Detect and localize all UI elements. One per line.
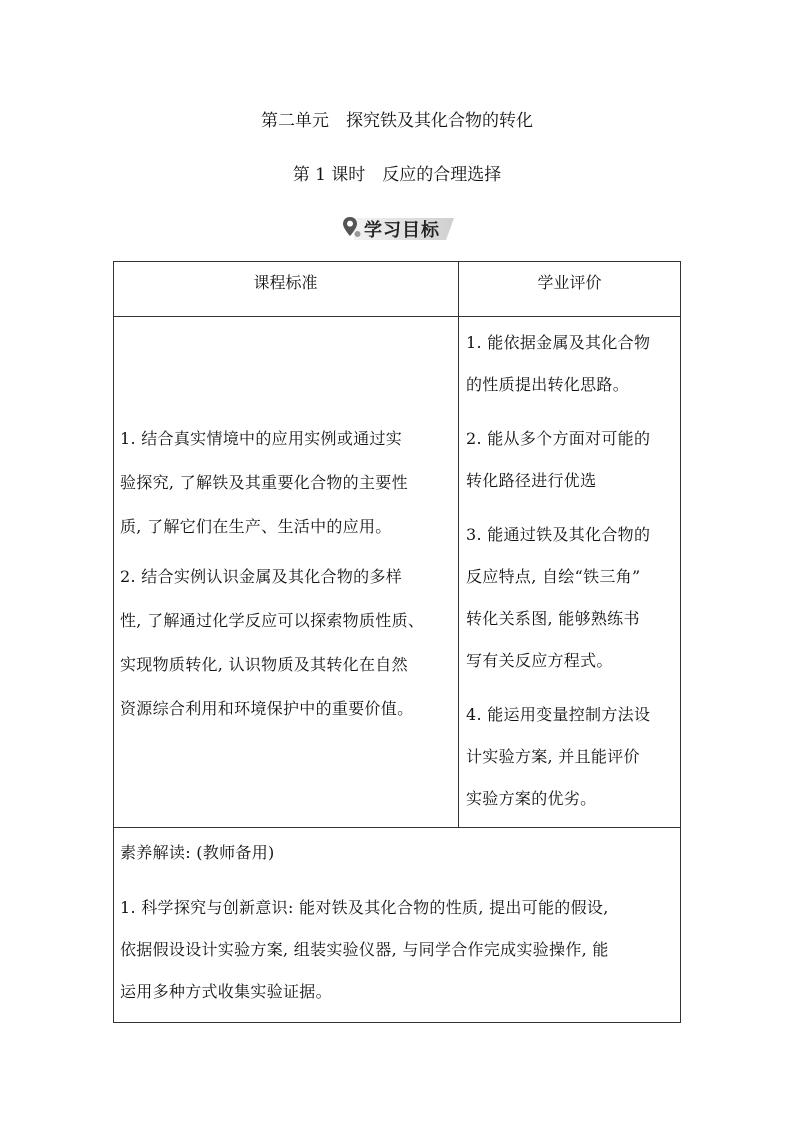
evaluation-3-line-2: 反应特点, 自绘“铁三角” xyxy=(466,567,641,586)
standard-2-line-3: 实现物质转化, 认识物质及其转化在自然 xyxy=(120,655,408,674)
table-border-left xyxy=(113,261,114,1023)
evaluation-4-line-3: 实验方案的优劣。 xyxy=(466,789,597,808)
table-border-bottom xyxy=(113,1022,681,1023)
evaluation-1-line-1: 1. 能依据金属及其化合物 xyxy=(466,333,651,352)
location-pin-icon xyxy=(340,215,364,239)
evaluation-1-line-2: 的性质提出转化思路。 xyxy=(466,375,630,394)
header-academic-evaluation: 学业评价 xyxy=(537,273,602,292)
evaluation-4-line-2: 计实验方案, 并且能评价 xyxy=(466,747,640,766)
section-label: 学习目标 xyxy=(364,220,440,241)
evaluation-2-line-1: 2. 能从多个方面对可能的 xyxy=(466,429,651,448)
standard-2-line-4: 资源综合利用和环境保护中的重要价值。 xyxy=(120,699,414,718)
objectives-table xyxy=(113,261,681,1023)
literacy-line-2: 依据假设设计实验方案, 组装实验仪器, 与同学合作完成实验操作, 能 xyxy=(120,940,609,959)
literacy-title: 素养解读: (教师备用) xyxy=(120,843,275,862)
evaluation-3-line-3: 转化关系图, 能够熟练书 xyxy=(466,609,640,628)
standard-2-line-2: 性, 了解通过化学反应可以探索物质性质、 xyxy=(120,611,425,630)
literacy-line-3: 运用多种方式收集实验证据。 xyxy=(120,982,332,1001)
table-row-divider xyxy=(113,827,681,828)
standard-1-line-1: 1. 结合真实情境中的应用实例或通过实 xyxy=(120,429,403,448)
table-border-top xyxy=(113,261,681,262)
table-column-divider xyxy=(458,261,459,828)
standard-1-line-3: 质, 了解它们在生产、生活中的应用。 xyxy=(120,517,392,536)
evaluation-2-line-2: 转化路径进行优选 xyxy=(466,471,597,490)
literacy-line-1: 1. 科学探究与创新意识: 能对铁及其化合物的性质, 提出可能的假设, xyxy=(120,898,609,917)
standard-1-line-2: 验探究, 了解铁及其重要化合物的主要性 xyxy=(120,473,408,492)
table-header-divider xyxy=(113,316,681,317)
standard-2-line-1: 2. 结合实例认识金属及其化合物的多样 xyxy=(120,567,403,586)
evaluation-3-line-4: 写有关反应方程式。 xyxy=(466,651,613,670)
evaluation-3-line-1: 3. 能通过铁及其化合物的 xyxy=(466,525,651,544)
evaluation-4-line-1: 4. 能运用变量控制方法设 xyxy=(466,705,651,724)
table-border-right xyxy=(680,261,681,1023)
lesson-title: 第 1 课时 反应的合理选择 xyxy=(292,165,502,185)
section-badge xyxy=(340,214,454,240)
unit-title: 第二单元 探究铁及其化合物的转化 xyxy=(261,111,533,131)
header-course-standard: 课程标准 xyxy=(253,273,318,292)
